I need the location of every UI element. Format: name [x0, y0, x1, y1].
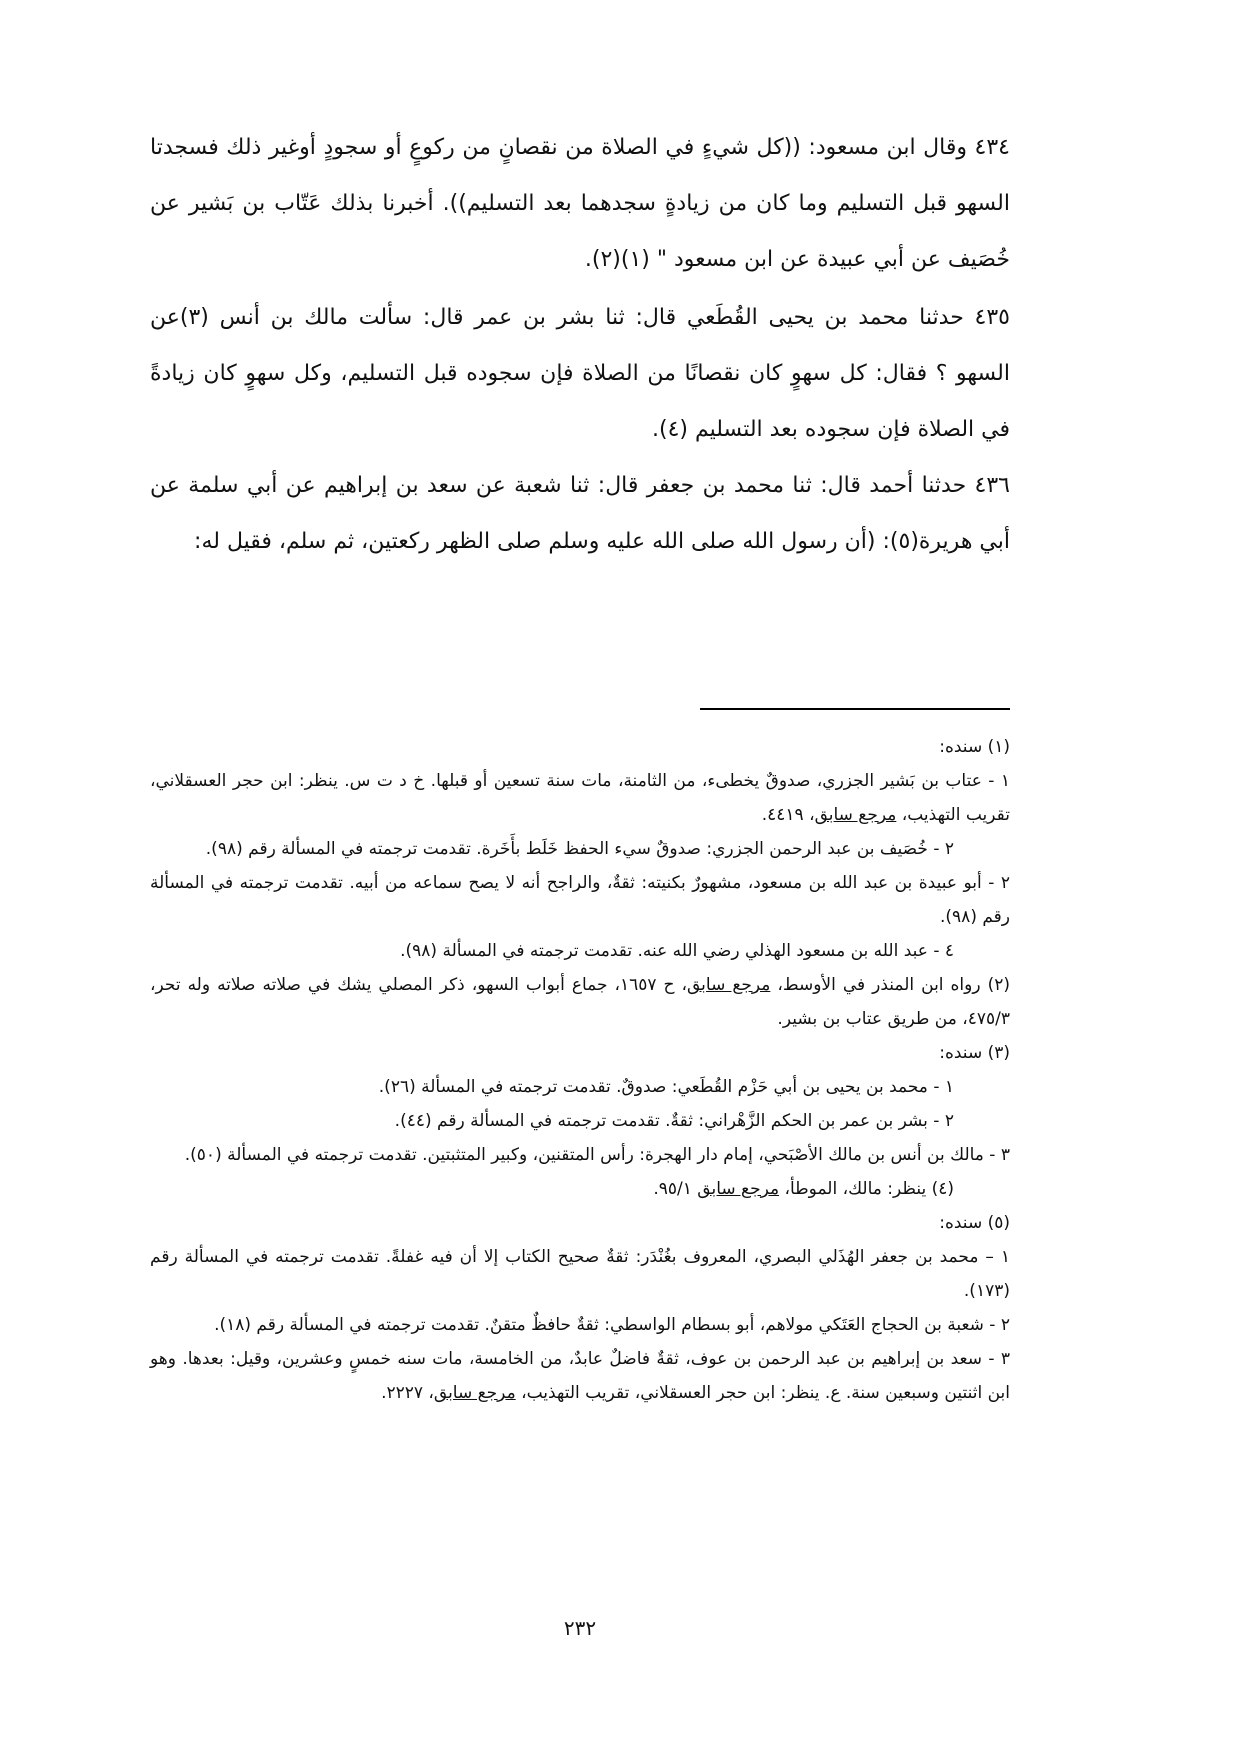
reference-link: مرجع سابق [433, 1383, 516, 1403]
footnote-5-heading: (٥) سنده: [939, 1213, 1010, 1233]
paragraph-436: ٤٣٦ حدثنا أحمد قال: ثنا محمد بن جعفر قال: ثنا شعبة عن سعد بن إبراهيم عن أبي سلمة عن أبي هريرة(٥): (أن رسول الله صلى الله عليه وسلم صلى الظهر ركعتين، ثم سلم، فقيل له: [150, 473, 1010, 554]
footnotes [150, 730, 1010, 1410]
paragraph-434: ٤٣٤ وقال ابن مسعود: ((كل شيءٍ في الصلاة من نقصانٍ من ركوعٍ أو سجودٍ أوغير ذلك فسجدتا السهو قبل التسليم وما كان من زيادةٍ سجدهما بعد التسليم)). أخبرنا بذلك عَتّاب بن بَشير عن خُصَيف عن أبي عبيدة عن ابن مسعود " (١)(٢). [150, 135, 1010, 272]
reference-link: مرجع سابق [686, 975, 771, 995]
footnote-1-item-3: ٢ - أبو عبيدة بن عبد الله بن مسعود، مشهورٌ بكنيته: ثقةٌ، والراجح أنه لا يصح سماعه من أبيه. تقدمت ترجمته في المسألة رقم (٩٨). [150, 873, 1010, 927]
reference-link: مرجع سابق [697, 1179, 780, 1199]
footnote-5-item-3: ٣ - سعد بن إبراهيم بن عبد الرحمن بن عوف، ثقةٌ فاضلٌ عابدٌ، من الخامسة، مات سنه خمسٍ وعشرين، وقيل: بعدها. وهو ابن اثنتين وسبعين سنة. ع. ينظر: ابن حجر العسقلاني، تقريب التهذيب، مرجع سابق، ٢٢٢٧. [150, 1349, 1010, 1403]
paragraph-435: ٤٣٥ حدثنا محمد بن يحيى القُطَعي قال: ثنا بشر بن عمر قال: سألت مالك بن أنس (٣)عن السهو ؟ فقال: كل سهوٍ كان نقصانًا من الصلاة فإن سجوده قبل التسليم، وكل سهوٍ كان زيادةً في الصلاة فإن سجوده بعد التسليم (٤). [150, 305, 1010, 442]
page-number: ٢٣٢ [563, 1616, 597, 1640]
reference-link: مرجع سابق [814, 805, 897, 825]
document-page [150, 0, 1010, 1754]
footnote-4: (٤) ينظر: مالك، الموطأ، مرجع سابق ٩٥/١. [653, 1179, 954, 1199]
footnote-3-item-3: ٣ - مالك بن أنس بن مالك الأصْبَحي، إمام دار الهجرة: رأس المتقنين، وكبير المتثبتين. تقدمت ترجمته في المسألة (٥٠). [184, 1145, 1010, 1165]
footnote-1-item-4: ٤ - عبد الله بن مسعود الهذلي رضي الله عنه. تقدمت ترجمته في المسألة (٩٨). [400, 941, 954, 961]
footnote-1-item-1: ١ - عتاب بن بَشير الجزري، صدوقٌ يخطىء، من الثامنة، مات سنة تسعين أو قبلها. خ د ت س. ينظر: ابن حجر العسقلاني، تقريب التهذيب، مرجع سابق، ٤٤١٩. [150, 771, 1010, 825]
footnote-3-heading: (٣) سنده: [939, 1043, 1010, 1063]
footnote-5-item-1: ١ – محمد بن جعفر الهُذَلي البصري، المعروف بغُنْدَر: ثقةٌ صحيح الكتاب إلا أن فيه غفلةً. تقدمت ترجمته في المسألة رقم (١٧٣). [150, 1247, 1010, 1301]
footnote-2: (٢) رواه ابن المنذر في الأوسط، مرجع سابق، ح ١٦٥٧، جماع أبواب السهو، ذكر المصلي يشك في صلاته صلاته وله تحر، ٤٧٥/٣، من طريق عتاب بن بشير. [150, 975, 1010, 1029]
footnote-1-heading: (١) سنده: [939, 737, 1010, 757]
footnote-separator [700, 708, 1010, 710]
footnote-3-item-1: ١ - محمد بن يحيى بن أبي حَزْم القُطَعي: صدوقٌ. تقدمت ترجمته في المسألة (٢٦). [378, 1077, 954, 1097]
footnote-5-item-2: ٢ - شعبة بن الحجاج العَتَكي مولاهم، أبو بسطام الواسطي: ثقةٌ حافظٌ متقنٌ. تقدمت ترجمته في المسألة رقم (١٨). [214, 1315, 1010, 1335]
footnote-1-item-2: ٢ - خُصَيف بن عبد الرحمن الجزري: صدوقٌ سيء الحفظ خَلَط بأَخَرة. تقدمت ترجمته في المسألة رقم (٩٨). [205, 839, 954, 859]
footnote-3-item-2: ٢ - بشر بن عمر بن الحكم الزَّهْراني: ثقةٌ. تقدمت ترجمته في المسألة رقم (٤٤). [394, 1111, 954, 1131]
